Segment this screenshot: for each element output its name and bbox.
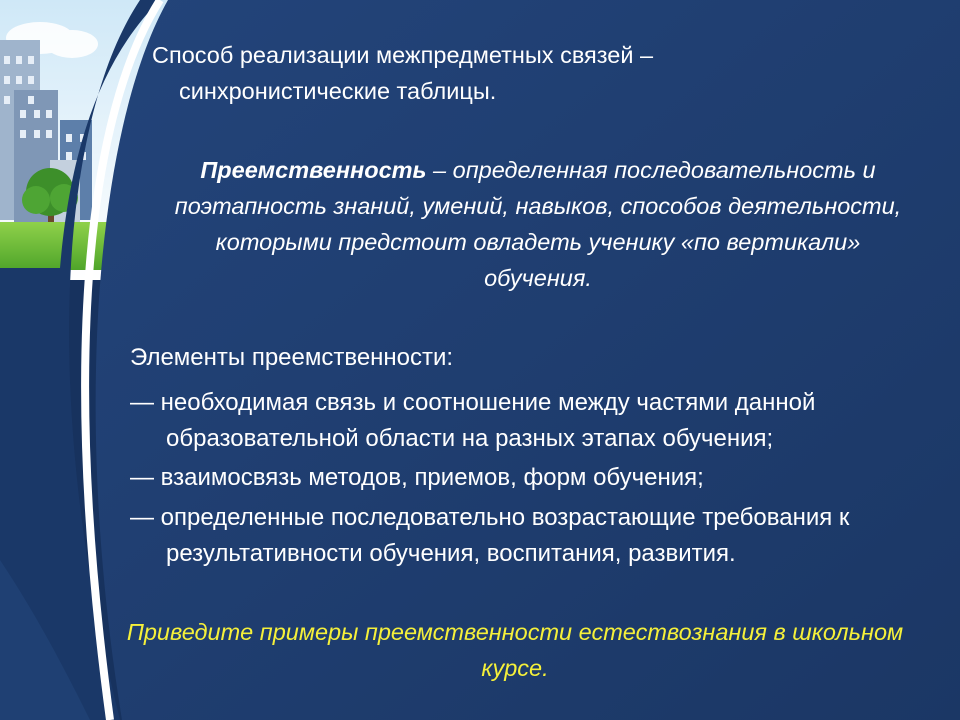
list-item: — определенные последовательно возрастающие требования к результативности обучения, воспитания, развития. — [130, 504, 850, 567]
definition-term: Преемственность — [200, 157, 427, 183]
elements-title: Элементы преемственности: — [130, 344, 454, 371]
slide-heading — [152, 37, 792, 109]
heading-line-2: синхронистические таблицы. — [179, 78, 497, 104]
list-item: — необходимая связь и соотношение между частями данной образовательной области на разных этапах обучения; — [130, 389, 816, 452]
task-prompt: Приведите примеры преемственности естествознания в школьном курсе. — [126, 619, 904, 681]
list-item: — взаимосвязь методов, приемов, форм обучения; — [130, 464, 704, 491]
definition — [168, 152, 908, 296]
heading-line-1: Способ реализации межпредметных связей – — [152, 42, 654, 68]
definition-text: – определенная последовательность и поэтапность знаний, умений, навыков, способов деятельности, которыми предстоит овладеть ученику «по вертикали» обучения. — [174, 157, 902, 291]
